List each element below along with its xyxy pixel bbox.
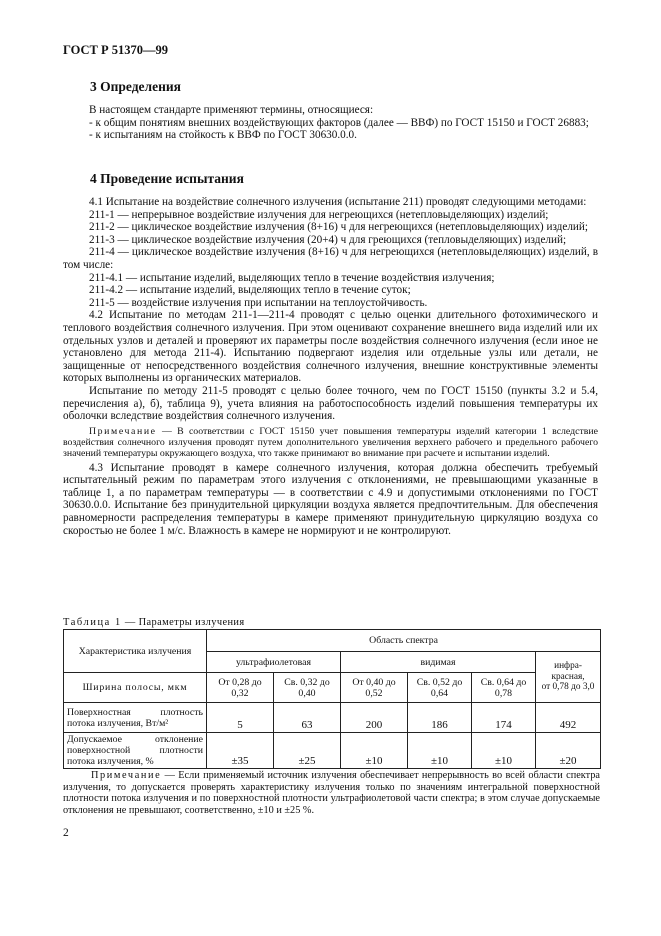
note-text: — В соответствии с ГОСТ 15150 учет повышения температуры изделий категории 1 вследствие воздействия солнечного излучения проводят путем дополнительного увеличения верхнего рабочего и предельного рабочего значений температуры окружающего воздуха, что также принимают во внимание при расчете и испытании изделий. xyxy=(63,425,598,459)
table-cell: ±10 xyxy=(408,733,472,769)
table-cell: 63 xyxy=(274,703,341,733)
table-cell: 200 xyxy=(341,703,408,733)
table-cell: ±10 xyxy=(341,733,408,769)
table-1-caption xyxy=(63,617,245,628)
table-caption-label: Таблица 1 xyxy=(63,617,122,628)
table-note-label: Примечание xyxy=(91,770,162,781)
method-211-3: 211-3 — циклическое воздействие излучения (20+4) ч для греющихся (тепловыделяющих) изделий; xyxy=(89,233,567,246)
table-cell: 5 xyxy=(207,703,274,733)
document-header: ГОСТ Р 51370—99 xyxy=(63,43,169,57)
table-1 xyxy=(63,629,601,769)
table-cell: 186 xyxy=(408,703,472,733)
note-label: Примечание xyxy=(89,425,157,437)
band-cell: Св. 0,32 до 0,40 xyxy=(274,673,341,703)
paragraph-4-2: 4.2 Испытание по методам 211-1—211-4 проводят с целью оценки длительного фотохимического и теплового воздействия солнечного излучения. При этом оценивают сохранение внешнего вида изделий или их отдельных узлов и деталей и проверяют их параметры после воздействия солнечного излучения (если иное не установлено для метода 211-4). Испытанию подвергают изделия или отдельные узлы или детали, не защищенные от непосредственного воздействия солнечного излучения, внешние конструктивные элементы которых выполнены из органических материалов. xyxy=(63,309,598,385)
table-note-text: — Если применяемый источник излучения обеспечивает непрерывность во всей области спектра излучения, то допускается проверять характеристику излучения только по значениям интегральной поверхностной плотности потока излучения и по поверхностной плотности ультрафиолетовой части спектра; в этом случае допускаемые отклонения не превышают, соответственно, ±10 и ±25 %. xyxy=(63,770,600,816)
method-211-4: 211-4 — циклическое воздействие излучения (8+16) ч для негреющихся (нетепловыделяющих) изделий, в том числе: xyxy=(63,246,598,271)
section-4-title: 4 Проведение испытания xyxy=(90,171,244,186)
note-section-4 xyxy=(63,426,598,459)
header-infrared-label: инфра-красная, xyxy=(551,661,585,682)
row-tolerance-label: Допускаемое отклонение поверхностной плотности потока излучения, % xyxy=(64,733,207,769)
table-cell: 174 xyxy=(472,703,536,733)
paragraph-4-2-continued: Испытание по методу 211-5 проводят с целью более точного, чем по ГОСТ 15150 (пункты 3.2 и 5.4, перечисления а), б), таблица 9), учета влияния на работоспособность изделий повышения температуры их оболочки вследствие воздействия солнечного излучения. xyxy=(63,384,598,423)
method-211-5: 211-5 — воздействие излучения при испытании на теплоустойчивость. xyxy=(89,296,428,309)
table-cell: 492 xyxy=(536,703,601,733)
band-cell: Св. 0,52 до 0,64 xyxy=(408,673,472,703)
method-211-4-2: 211-4.2 — испытание изделий, выделяющих тепло в течение суток; xyxy=(89,284,411,297)
header-visible: видимая xyxy=(341,652,536,673)
header-spectrum-area: Область спектра xyxy=(207,630,601,652)
row-flux-density-label: Поверхностная плотность потока излучения, Вт/м² xyxy=(64,703,207,733)
method-211-2: 211-2 — циклическое воздействие излучения (8+16) ч для негреющихся (нетепловыделяющих) изделий; xyxy=(89,221,588,234)
band-cell: От 0,40 до 0,52 xyxy=(341,673,408,703)
header-band-width: Ширина полосы, мкм xyxy=(64,673,207,703)
header-infrared-range: от 0,78 до 3,0 xyxy=(541,682,595,693)
section-3-line: В настоящем стандарте применяют термины, относящиеся: xyxy=(89,104,374,116)
table-note xyxy=(63,770,600,816)
page-number: 2 xyxy=(63,827,69,839)
section-3-line: - к общим понятиям внешних воздействующих факторов (далее — ВВФ) по ГОСТ 15150 и ГОСТ 26883; xyxy=(89,116,589,129)
section-3-title: 3 Определения xyxy=(90,79,181,94)
band-cell: Св. 0,64 до 0,78 xyxy=(472,673,536,703)
header-characteristic: Характеристика излучения xyxy=(64,630,207,673)
table-cell: ±10 xyxy=(472,733,536,769)
method-211-1: 211-1 — непрерывное воздействие излучения для негреющихся (нетепловыделяющих) изделий; xyxy=(89,208,549,221)
header-infrared xyxy=(536,652,601,703)
table-caption-text: — Параметры излучения xyxy=(121,617,245,628)
band-cell: От 0,28 до 0,32 xyxy=(207,673,274,703)
section-3-line: - к испытаниям на стойкость к ВВФ по ГОСТ 30630.0.0. xyxy=(89,129,357,142)
method-211-4-1: 211-4.1 — испытание изделий, выделяющих тепло в течение воздействия излучения; xyxy=(89,271,495,284)
section-3-body xyxy=(63,104,598,142)
section-4-body xyxy=(63,196,598,537)
table-cell: ±25 xyxy=(274,733,341,769)
table-cell: ±35 xyxy=(207,733,274,769)
header-ultraviolet: ультрафиолетовая xyxy=(207,652,341,673)
paragraph-4-3: 4.3 Испытание проводят в камере солнечного излучения, которая должна обеспечить требуемый испытательный режим по параметрам этого излучения с отклонениями, не превышающими указанные в таблице 1, а по параметрам температуры — в соответствии с 4.9 и допустимыми отклонениями по ГОСТ 30630.0.0. Испытание без принудительной циркуляции воздуха является предпочтительным. Для обеспечения равномерности распределения температуры в камере применяют принудительную циркуляцию воздуха со скоростью не более 1 м/с. Влажность в камере не нормируют и не контролируют. xyxy=(63,461,598,537)
table-cell: ±20 xyxy=(536,733,601,769)
paragraph-4-1: 4.1 Испытание на воздействие солнечного излучения (испытание 211) проводят следующими методами: xyxy=(89,196,587,208)
